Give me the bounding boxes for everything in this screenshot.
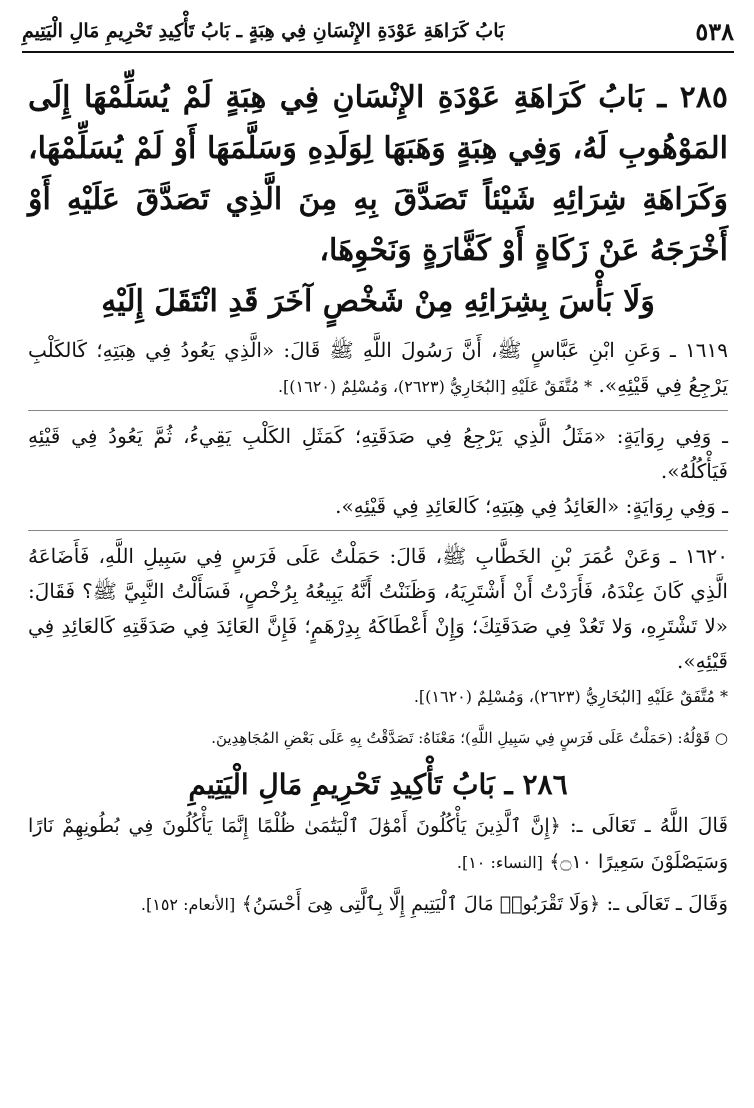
hadith-1619-narration-2: ـ وَفِي رِوَايَةٍ: «مَثَلُ الَّذِي يَرْجِعُ فِي صَدَقَتِهِ؛ كَمَثَلِ الكَلْبِ يَقِيءُ، ثُمَّ يَعُودُ فِي قَيْئِهِ فَيَأْكُلُهُ».: [28, 424, 728, 483]
section-divider: [28, 530, 728, 531]
chapter-heading-285: [28, 72, 728, 327]
hadith-1619-source: * مُتَّفَقٌ عَلَيْهِ [البُخَارِيُّ (٢٦٢٣)، وَمُسْلِمٌ (١٦٢٠)].: [277, 377, 593, 396]
running-title: بَابُ كَرَاهَةِ عَوْدَةِ الإِنْسَانِ فِي هِبَةٍ ـ بَابُ تَأْكِيدِ تَحْرِيمِ مَالِ الْيَتِيمِ: [22, 20, 505, 42]
explanatory-note: ○ قَوْلُهُ: (حَمَلْتُ عَلَى فَرَسٍ فِي سَبِيلِ اللَّهِ)؛ مَعْنَاهُ: تَصَدَّقْتُ بِهِ عَلَى بَعْضِ المُجَاهِدِينَ.: [211, 729, 728, 747]
verse-2-text: ﴿وَلَا تَقْرَبُوا۟ مَالَ ٱلْيَتِيمِ إِلَّا بِٱلَّتِى هِىَ أَحْسَنُ﴾: [241, 893, 601, 915]
verse-1-intro: قَالَ اللَّهُ ـ تَعَالَى ـ:: [569, 813, 728, 837]
verse-1-reference: [النساء: ١٠].: [456, 853, 543, 872]
quran-verse-1: [28, 808, 728, 880]
section-divider: [28, 410, 728, 411]
chapter-heading-285-last-line: وَلَا بَأْسَ بِشِرَائِهِ مِنْ شَخْصٍ آخَرَ قَدِ انْتَقَلَ إِلَيْهِ: [101, 284, 655, 319]
page-header: [22, 14, 734, 48]
verse-2-reference: [الأنعام: ١٥٢].: [140, 895, 236, 914]
chapter-heading-286: ٢٨٦ ـ بَابُ تَأْكِيدِ تَحْرِيمِ مَالِ الْيَتِيمِ: [188, 768, 568, 801]
header-rule: [22, 51, 734, 53]
page-content: [28, 72, 728, 922]
hadith-1619-narration-3: ـ وَفِي رِوَايَةٍ: «العَائِدُ فِي هِبَتِهِ؛ كَالعَائِدِ فِي قَيْئِهِ».: [335, 494, 728, 518]
hadith-1620-text: ١٦٢٠ ـ وَعَنْ عُمَرَ بْنِ الخَطَّابِ ﷺ، قَالَ: حَمَلْتُ عَلَى فَرَسٍ فِي سَبِيلِ اللَّهِ، فَأَضَاعَهُ الَّذِي كَانَ عِنْدَهُ، فَأَرَدْتُ أَنْ أَشْتَرِيَهُ، وَظَنَنْتُ أَنَّهُ يَبِيعُهُ بِرُخْصٍ، فَسَأَلْتُ النَّبِيَّ ﷺ؟ فَقَالَ: «لا تَشْتَرِهِ، وَلا تَعُدْ فِي صَدَقَتِكَ؛ وَإِنْ أَعْطَاكَهُ بِدِرْهَمٍ؛ فَإِنَّ العَائِدَ فِي صَدَقَتِهِ كَالعَائِدِ فِي قَيْئِهِ».: [28, 544, 729, 673]
hadith-1619-text: ١٦١٩ ـ وَعَنِ ابْنِ عَبَّاسٍ ﷺ، أَنَّ رَسُولَ اللَّهِ ﷺ قَالَ: «الَّذِي يَعُودُ فِي هِبَتِهِ؛ كَالكَلْبِ يَرْجِعُ فِي قَيْئِهِ».: [28, 338, 728, 397]
hadith-1619: [28, 333, 728, 404]
hadith-1620-source: * مُتَّفَقٌ عَلَيْهِ [البُخَارِيُّ (٢٦٢٣)، وَمُسْلِمٌ (١٦٢٠)].: [413, 687, 728, 706]
verse-2-intro: وَقَالَ ـ تَعَالَى ـ:: [606, 891, 728, 915]
quran-verse-2: [28, 886, 728, 922]
verse-1-text: ﴿إِنَّ ٱلَّذِينَ يَأْكُلُونَ أَمْوَٰلَ ٱلْيَتَٰمَىٰ ظُلْمًا إِنَّمَا يَأْكُلُونَ فِي بُطُونِهِمْ نَارًا وَسَيَصْلَوْنَ سَعِيرًا ۝١٠﴾: [28, 815, 728, 873]
page-number: ٥٣٨: [695, 16, 734, 46]
chapter-heading-285-main: ٢٨٥ ـ بَابُ كَرَاهَةِ عَوْدَةِ الإِنْسَانِ فِي هِبَةٍ لَمْ يُسَلِّمْهَا إِلَى المَوْهُوبِ لَهُ، وَفِي هِبَةٍ وَهَبَهَا لِوَلَدِهِ وَسَلَّمَهَا أَوْ لَمْ يُسَلِّمْهَا، وَكَرَاهَةِ شِرَائِهِ شَيْئاً تَصَدَّقَ بِهِ مِنَ الَّذِي تَصَدَّقَ عَلَيْهِ أَوْ أَخْرَجَهُ عَنْ زَكَاةٍ أَوْ كَفَّارَةٍ وَنَحْوِهَا،: [28, 80, 728, 268]
